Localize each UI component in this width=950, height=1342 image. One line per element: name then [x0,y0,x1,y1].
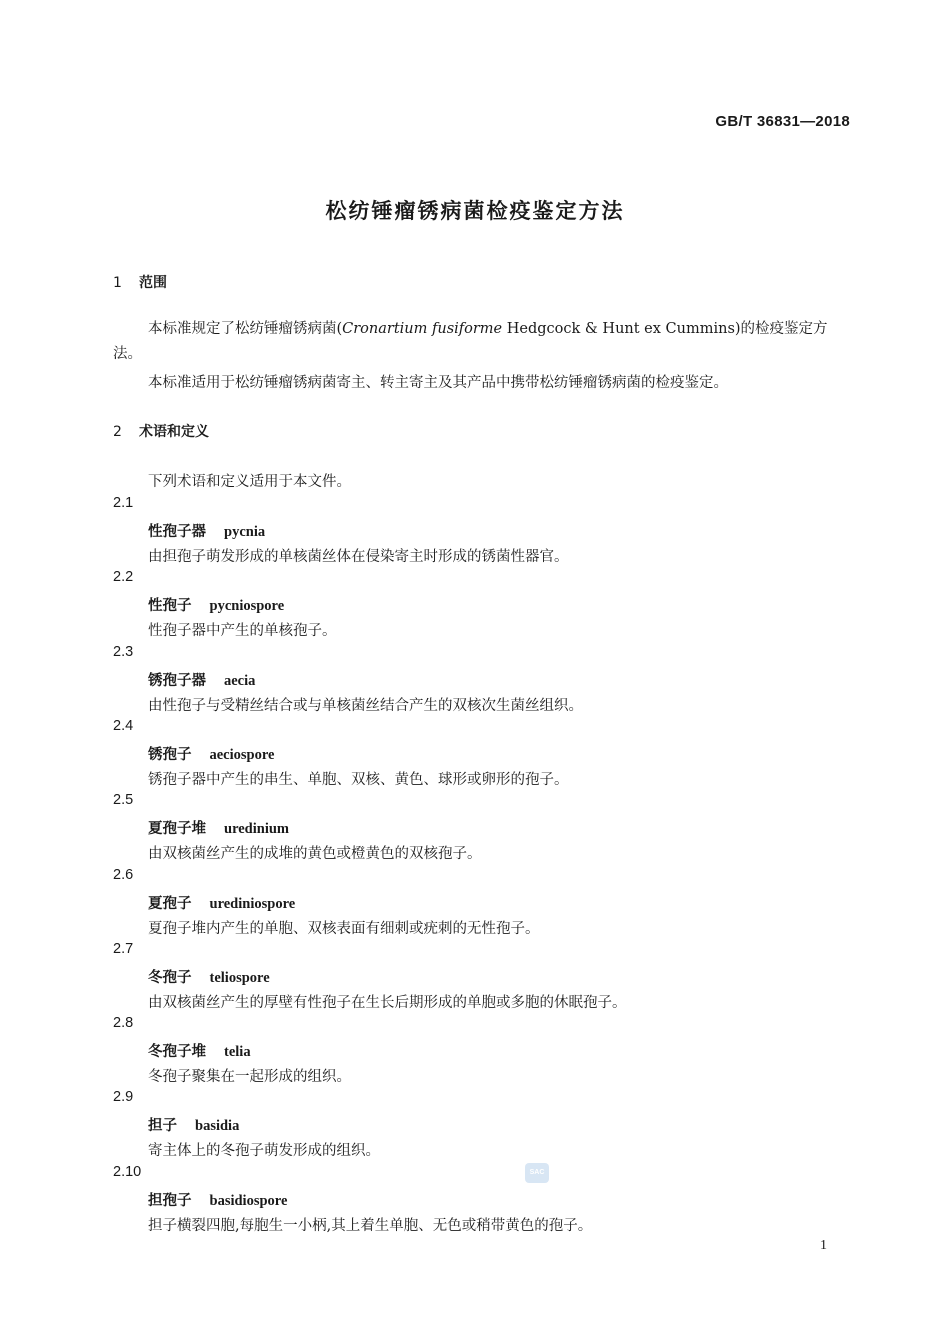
terms-intro: 下列术语和定义适用于本文件。 [148,474,351,490]
term-heading [148,743,274,764]
term-definition: 由双核菌丝产生的厚壁有性孢子在生长后期形成的单胞或多胞的休眠孢子。 [148,994,627,1011]
term-number: 2.8 [113,1015,134,1032]
term-heading [148,520,265,541]
term-english: teliospore [209,969,270,986]
term-english: uredinium [224,821,290,838]
term-number: 2.10 [113,1163,142,1180]
term-english: telia [224,1044,251,1061]
species-name: Cronartium fusiforme [342,321,503,337]
standard-code: GB/T 36831—2018 [715,113,850,130]
term-chinese: 性孢子 [148,598,192,615]
term-definition: 锈孢子器中产生的串生、单胞、双核、黄色、球形或卵形的孢子。 [148,771,569,788]
term-heading [148,1189,287,1210]
term-heading [148,1040,251,1061]
term-chinese: 性孢子器 [148,524,206,540]
term-definition: 冬孢子聚集在一起形成的组织。 [148,1069,351,1086]
term-english: aecia [224,672,256,689]
scope-paragraph-2: 本标准适用于松纺锤瘤锈病菌寄主、转主寄主及其产品中携带松纺锤瘤锈病菌的检疫鉴定。 [148,375,728,391]
term-chinese: 夏孢子 [148,895,192,912]
term-english: pycniospore [209,598,285,615]
term-heading [148,966,270,987]
term-heading [148,594,284,615]
term-number: 2.2 [113,569,134,586]
term-number: 2.3 [113,643,134,660]
scope-paragraph-1 [113,317,851,367]
term-english: urediniospore [209,895,296,912]
term-heading [148,669,255,690]
term-number: 2.9 [113,1089,134,1106]
section-title: 术语和定义 [139,424,209,440]
term-chinese: 担子 [148,1118,177,1135]
scope-text-end: Hedgcock & Hunt ex Cummins)的检疫鉴定方法。 [113,321,828,362]
section-1-heading [113,272,167,292]
scope-text-start: 本标准规定了松纺锤瘤锈病菌( [148,321,343,337]
term-chinese: 冬孢子堆 [148,1044,206,1061]
term-chinese: 夏孢子堆 [148,821,206,838]
term-english: basidia [195,1118,240,1135]
section-number: 2 [113,424,122,440]
term-number: 2.6 [113,866,134,883]
term-definition: 性孢子器中产生的单核孢子。 [148,623,337,640]
section-number: 1 [113,275,122,291]
term-definition: 担子横裂四胞,每胞生一小柄,其上着生单胞、无色或稍带黄色的孢子。 [148,1217,593,1234]
term-english: aeciospore [209,746,275,763]
term-heading [148,1114,239,1135]
term-number: 2.1 [113,495,134,511]
term-number: 2.4 [113,717,134,734]
term-english: pycnia [224,524,266,540]
term-definition: 由担孢子萌发形成的单核菌丝体在侵染寄主时形成的锈菌性器官。 [148,549,569,565]
term-definition: 夏孢子堆内产生的单胞、双核表面有细刺或疣刺的无性孢子。 [148,920,540,937]
term-definition: 寄主体上的冬孢子萌发形成的组织。 [148,1143,380,1160]
term-chinese: 冬孢子 [148,969,192,986]
term-heading [148,892,295,913]
term-chinese: 锈孢子 [148,746,192,763]
page-number: 1 [820,1238,827,1253]
document-title: 松纺锤瘤锈病菌检疫鉴定方法 [325,199,625,223]
sac-watermark-logo: SAC [525,1163,549,1183]
section-2-heading [113,421,209,441]
term-heading [148,817,289,838]
section-title: 范围 [139,275,167,291]
term-chinese: 锈孢子器 [148,672,206,689]
term-english: basidiospore [209,1192,288,1209]
term-definition: 由双核菌丝产生的成堆的黄色或橙黄色的双核孢子。 [148,846,482,863]
term-number: 2.5 [113,792,134,809]
term-number: 2.7 [113,940,134,957]
term-definition: 由性孢子与受精丝结合或与单核菌丝结合产生的双核次生菌丝组织。 [148,697,583,714]
term-chinese: 担孢子 [148,1192,192,1209]
